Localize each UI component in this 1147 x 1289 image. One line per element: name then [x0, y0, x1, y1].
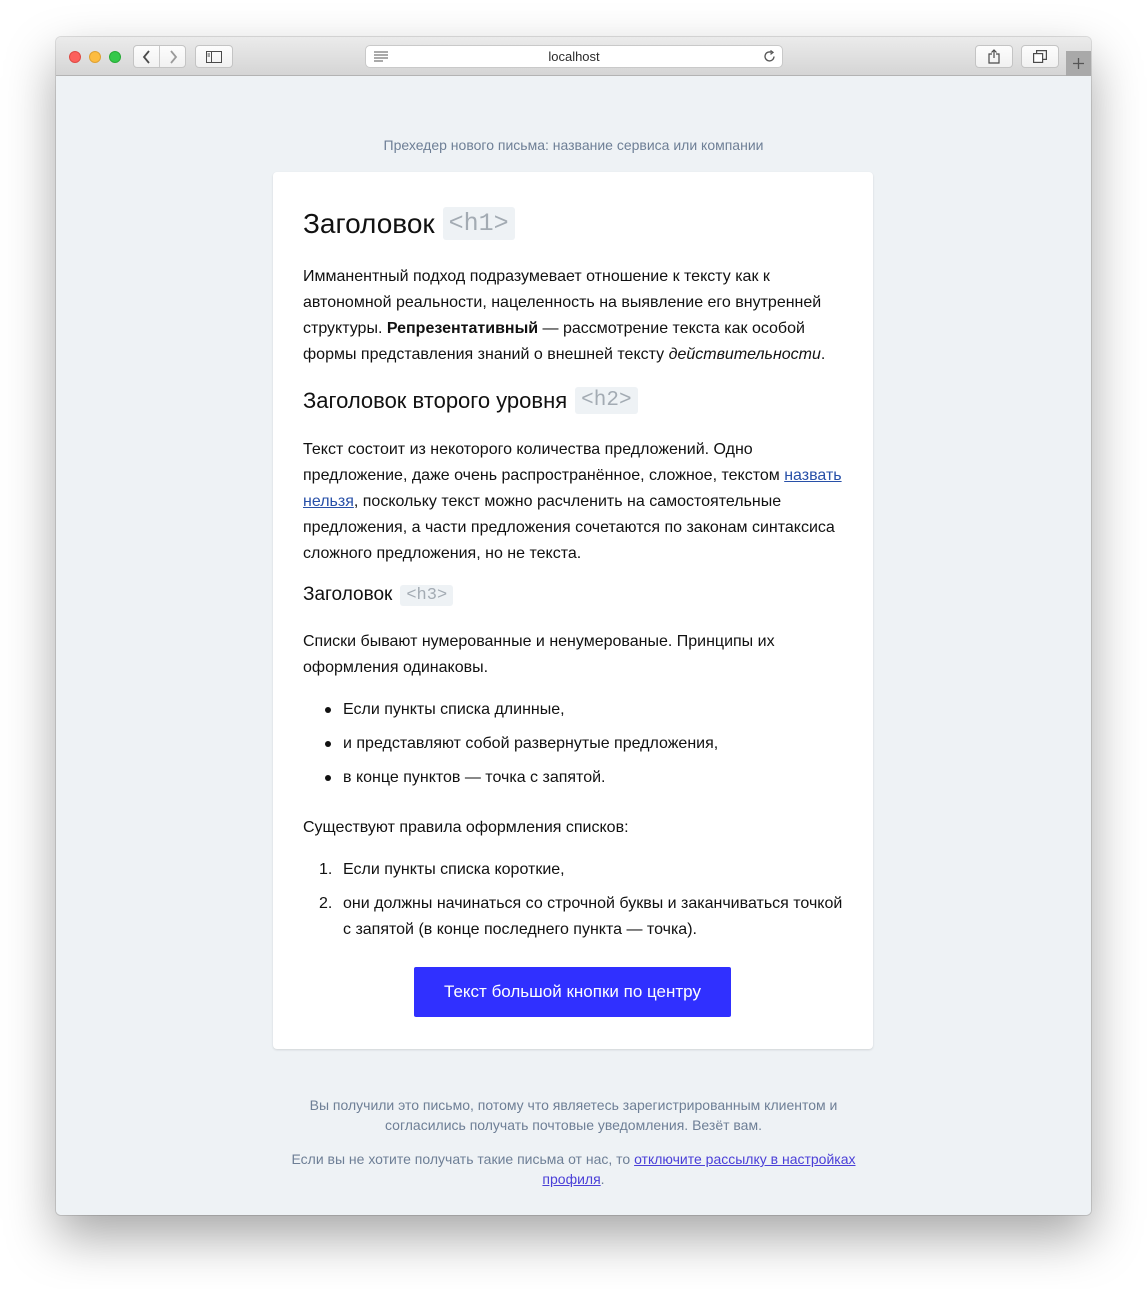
- numbered-list: [303, 857, 848, 951]
- email-card: [273, 172, 873, 1049]
- heading-2-tag: <h2>: [575, 387, 637, 414]
- show-tabs-button[interactable]: [1021, 45, 1059, 68]
- intro-paragraph: [303, 264, 848, 368]
- intro-text-3: .: [820, 346, 826, 363]
- footer-notice: Вы получили это письмо, потому что являетесь зарегистрированным клиентом и согласились получать почтовые уведомления. Везёт вам.: [309, 1097, 838, 1133]
- navigation-buttons: [133, 45, 186, 68]
- inline-link[interactable]: назвать нельзя: [303, 467, 842, 510]
- footer-unsubscribe: [286, 1149, 861, 1189]
- heading-1-tag: <h1>: [443, 207, 515, 240]
- bullet-list: [303, 697, 848, 799]
- share-icon: [988, 49, 1000, 64]
- back-button[interactable]: [134, 46, 159, 67]
- address-bar[interactable]: [365, 45, 783, 68]
- heading-2: [303, 387, 638, 414]
- rules-intro: Существуют правила оформления списков:: [303, 819, 629, 836]
- unsubscribe-link[interactable]: отключите рассылку в настройках профиля: [542, 1151, 856, 1187]
- forward-icon: [168, 50, 178, 64]
- tabs-icon: [1033, 50, 1047, 63]
- heading-3-text: Заголовок: [303, 584, 393, 605]
- heading-3: [303, 584, 453, 606]
- numbered-list-item: [303, 891, 848, 943]
- email-preheader: Прехедер нового письма: название сервиса или компании: [383, 137, 764, 153]
- reader-icon[interactable]: [374, 51, 388, 62]
- forward-button[interactable]: [159, 46, 185, 67]
- new-tab-button[interactable]: [1066, 51, 1091, 76]
- paragraph-text-1: Текст состоит из некоторого количества предложений. Одно предложение, даже очень распространённое, сложное, текстом: [303, 441, 785, 484]
- sidebar-icon: [206, 51, 222, 63]
- list-item-text: Если пункты списка короткие,: [343, 861, 565, 878]
- page-viewport: [56, 76, 1091, 1215]
- numbered-list-item: [303, 857, 848, 883]
- heading-3-tag: <h3>: [400, 585, 453, 606]
- zoom-window-button[interactable]: [109, 51, 121, 63]
- heading-1-text: Заголовок: [303, 207, 435, 239]
- address-text: localhost: [548, 49, 600, 64]
- cta-button[interactable]: Текст большой кнопки по центру: [414, 967, 731, 1017]
- bullet-list-item: и представляют собой развернутые предложения,: [303, 731, 848, 757]
- back-icon: [142, 50, 152, 64]
- intro-text-1: Имманентный подход подразумевает отношение к тексту как к автономной реальности, нацеленность на выявление его внутренней структуры.: [303, 268, 822, 337]
- intro-bold: Репрезентативный: [386, 320, 539, 337]
- footer-unsubscribe-suffix: .: [600, 1171, 605, 1187]
- reload-icon[interactable]: [763, 50, 776, 63]
- bullet-list-item: в конце пунктов — точка с запятой.: [303, 765, 848, 791]
- bullet-list-item: Если пункты списка длинные,: [303, 697, 848, 723]
- text-paragraph: [303, 437, 848, 567]
- sidebar-button[interactable]: [195, 45, 233, 68]
- list-item-text: они должны начинаться со строчной буквы и заканчиваться точкой с запятой (в конце последнего пункта — точка).: [343, 895, 843, 938]
- plus-icon: [1072, 57, 1085, 70]
- paragraph-text-2: , поскольку текст можно расчленить на самостоятельные предложения, а части предложения сочетаются по законам синтаксиса сложного предложения, но не текста.: [303, 493, 835, 562]
- browser-toolbar: [56, 37, 1091, 76]
- heading-2-text: Заголовок второго уровня: [303, 387, 568, 413]
- footer-unsubscribe-prefix: Если вы не хотите получать такие письма от нас, то: [291, 1151, 635, 1167]
- heading-1: [303, 207, 515, 240]
- list-number: 1.: [319, 861, 333, 878]
- browser-window: [56, 37, 1091, 1215]
- list-number: 2.: [319, 895, 333, 912]
- intro-italic: действительности: [668, 346, 821, 363]
- close-window-button[interactable]: [69, 51, 81, 63]
- intro-text-2: — рассмотрение текста как особой формы представления знаний о внешней тексту: [303, 320, 805, 363]
- lists-intro: Списки бывают нумерованные и ненумерованые. Принципы их оформления одинаковы.: [303, 633, 775, 676]
- share-button[interactable]: [975, 45, 1013, 68]
- minimize-window-button[interactable]: [89, 51, 101, 63]
